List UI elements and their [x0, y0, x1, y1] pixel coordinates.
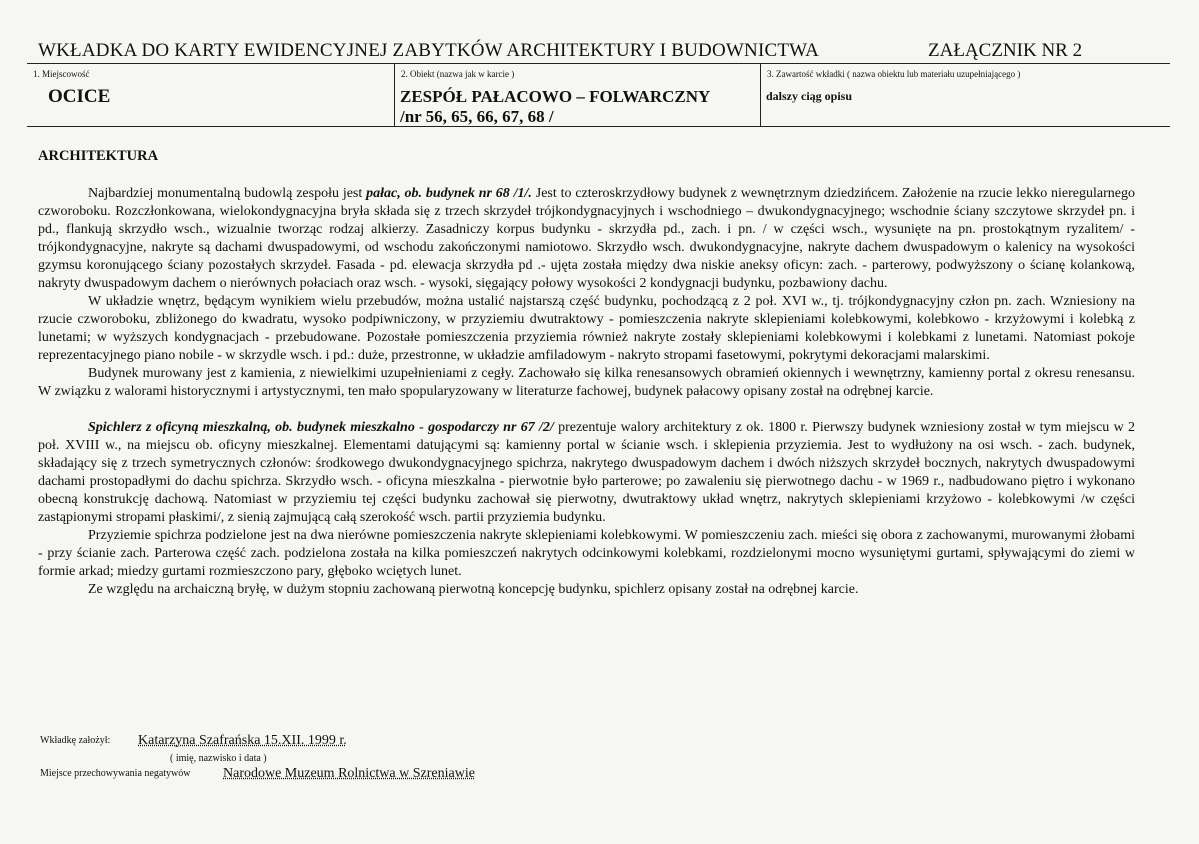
text-run: Najbardziej monumentalną budowlą zespołu jest	[88, 186, 367, 201]
paragraph-conclusion: Ze względu na archaiczną bryłę, w dużym stopniu zachowaną pierwotną koncepcję budynku, spichlerz opisany został na odrębnej karcie.	[88, 582, 859, 597]
text-run: prezentuje walory architektury z ok. 1800 r. Pierwszy budynek wzniesiony został w tym miejscu w 2 poł. XVIII w., na miejscu ob. oficyny mieszkalnej. Elementami datującymi są: kamienny portal w ścianie wsch. i sklepienia przyziemia. Jest to wydłużony na osi wsch. - zach. budynek, składający się z trzech symetrycznych członów: środkowego dwukondygnacyjnego spichrza, nakrytego dwuspadowym dachem i dwóch niższych skrzydeł bocznych, nakrytych dwuspadowymi dachami prostopadłymi do dachu spichrza. Skrzydło wsch. - oficyna mieszkalna - pierwotnie było parterowe; po zawaleniu się pierwotnego dachu - w 1969 r., nadbudowano piętro i wykonano obecną konstrukcję dachową. Natomiast w przyziemiu tej części budynku zachował się pierwotny, dwutraktowy układ wnętrz, nakrytych sklepieniami krzyżowo - kolebkowymi /w części zastąpionymi stropami płaskimi/, z sienią zajmującą całą szerokość wsch. partii przyziemia budynku.	[38, 420, 1136, 525]
location-cell	[27, 64, 394, 126]
location-label: 1. Miejscowość	[33, 69, 90, 79]
object-label: 2. Obiekt (nazwa jak w karcie )	[401, 69, 515, 79]
author-note: ( imię, nazwisko i data )	[170, 753, 267, 764]
object-cell	[394, 64, 761, 126]
author-label: Wkładkę założył:	[40, 735, 111, 746]
author-row	[40, 733, 347, 748]
section-heading: ARCHITEKTURA	[38, 148, 159, 164]
emphasis-granary: Spichlerz z oficyną mieszkalną, ob. budynek mieszkalno - gospodarczy nr 67 /2/	[88, 420, 554, 435]
attachment-number: ZAŁĄCZNIK NR 2	[928, 40, 1083, 61]
emphasis-palace: pałac, ob. budynek nr 68 /1/.	[366, 186, 532, 201]
storage-row	[40, 766, 475, 781]
contents-cell	[760, 64, 1171, 126]
paragraph-palace	[38, 185, 1135, 293]
document-title: WKŁADKA DO KARTY EWIDENCYJNEJ ZABYTKÓW ARCHITEKTURY I BUDOWNICTWA	[38, 40, 820, 61]
storage-value: Narodowe Muzeum Rolnictwa w Szreniawie	[223, 766, 475, 781]
document-body	[38, 147, 1135, 599]
paragraph-granary	[38, 419, 1135, 527]
header-fields-table	[27, 63, 1170, 127]
paragraph-ground-floor: Przyziemie spichrza podzielone jest na dwa nierówne pomieszczenia nakryte sklepieniami kolebkowymi. W pomieszczeniu zach. mieści się obora z zachowanymi, murowanymi żłobami - przy ścianie zach. Parterowa część zach. podzielona została na kilka pomieszczeń nakrytych odcinkowymi kolebkami, rozdzielonymi mocno wysuniętymi gurtami, spływającymi do ziemi w formie arkad; miedzy gurtami rozmieszczono pary, głęboko wciętych lunet.	[38, 528, 1135, 579]
contents-value: dalszy ciąg opisu	[766, 89, 853, 103]
object-numbers: /nr 56, 65, 66, 67, 68 /	[400, 107, 554, 126]
paragraph-interiors: W układzie wnętrz, będącym wynikiem wielu przebudów, można ustalić najstarszą część budynku, pochodzącą z 2 poł. XVI w., tj. trójkondygnacyjny człon pn. zach. Wzniesiony na rzucie czworoboku, zbliżonego do kwadratu, wysoko podpiwniczony, w przyziemiu dwutraktowy - pomieszczenia nakryte sklepieniami kolebkowymi, kolebkowo - krzyżowymi i kolebką z lunetami; w wyższych kondygnacjach - przebudowane. Pozostałe pomieszczenia przyziemia również nakryte zostały sklepieniami kolebkowymi i kolebkami z lunetami. Natomiast pokoje reprezentacyjnego piano nobile - w skrzydle wsch. i pd.: duże, przestronne, w układzie amfiladowym - nakryto stropami fasetowymi, pokrytymi dekoracjami malarskimi.	[38, 294, 1135, 363]
author-value: Katarzyna Szafrańska 15.XII. 1999 r.	[138, 733, 347, 748]
text-run: Jest to czteroskrzydłowy budynek z wewnętrznym dziedzińcem. Założenie na rzucie lekko nieregularnego czworoboku. Rozczłonkowana, wielokondygnacyjna bryła składa się z trzech skrzydeł trójkondygnacyjnych i wschodniego – dwukondygnacyjnego; wschodnie ściany szczytowe skrzydeł pn. i pd., flankują skrzydło wsch., wizualnie tworząc rodzaj alkierzy. Zasadniczy korpus budynku - skrzydła pd., zach. i pn. / w części wsch., wysunięte na pn. prostokątnym ryzalitem/ - trójkondygnacyjne, nakryte są dachami dwuspadowymi, od wschodu zakończonymi namiotowo. Skrzydło wsch. dwukondygnacyjne, nakryte dachem dwuspadowym o kalenicy na wysokości gzymsu koronującego ściany pozostałych skrzydeł. Fasada - pd. elewacja skrzydła pd .- ujęta została między dwa niskie aneksy oficyn: zach. - parterowy, podwyższony o ścianę kolankową, nakryty dwuspadowym dachem o nierównych połaciach oraz wsch. - wysoki, sięgający połowy wysokości 2 kondygnacji budynku, pozbawiony dachu.	[38, 186, 1135, 291]
object-value	[400, 87, 710, 127]
contents-label: 3. Zawartość wkładki ( nazwa obiektu lub materiału uzupełniającego )	[767, 69, 1021, 79]
location-value: OCICE	[48, 86, 111, 107]
paragraph-materials: Budynek murowany jest z kamienia, z niewielkimi uzupełnieniami z cegły. Zachowało się kilka renesansowych obramień okiennych i wewnętrzny, kamienny portal z okresu renesansu. W związku z walorami historycznymi i artystycznymi, ten mało spopularyzowany w literaturze fachowej, budynek pałacowy opisany został na odrębnej karcie.	[38, 366, 1135, 399]
object-name: ZESPÓŁ PAŁACOWO – FOLWARCZNY	[400, 87, 711, 106]
storage-label: Miejsce przechowywania negatywów	[40, 768, 191, 779]
